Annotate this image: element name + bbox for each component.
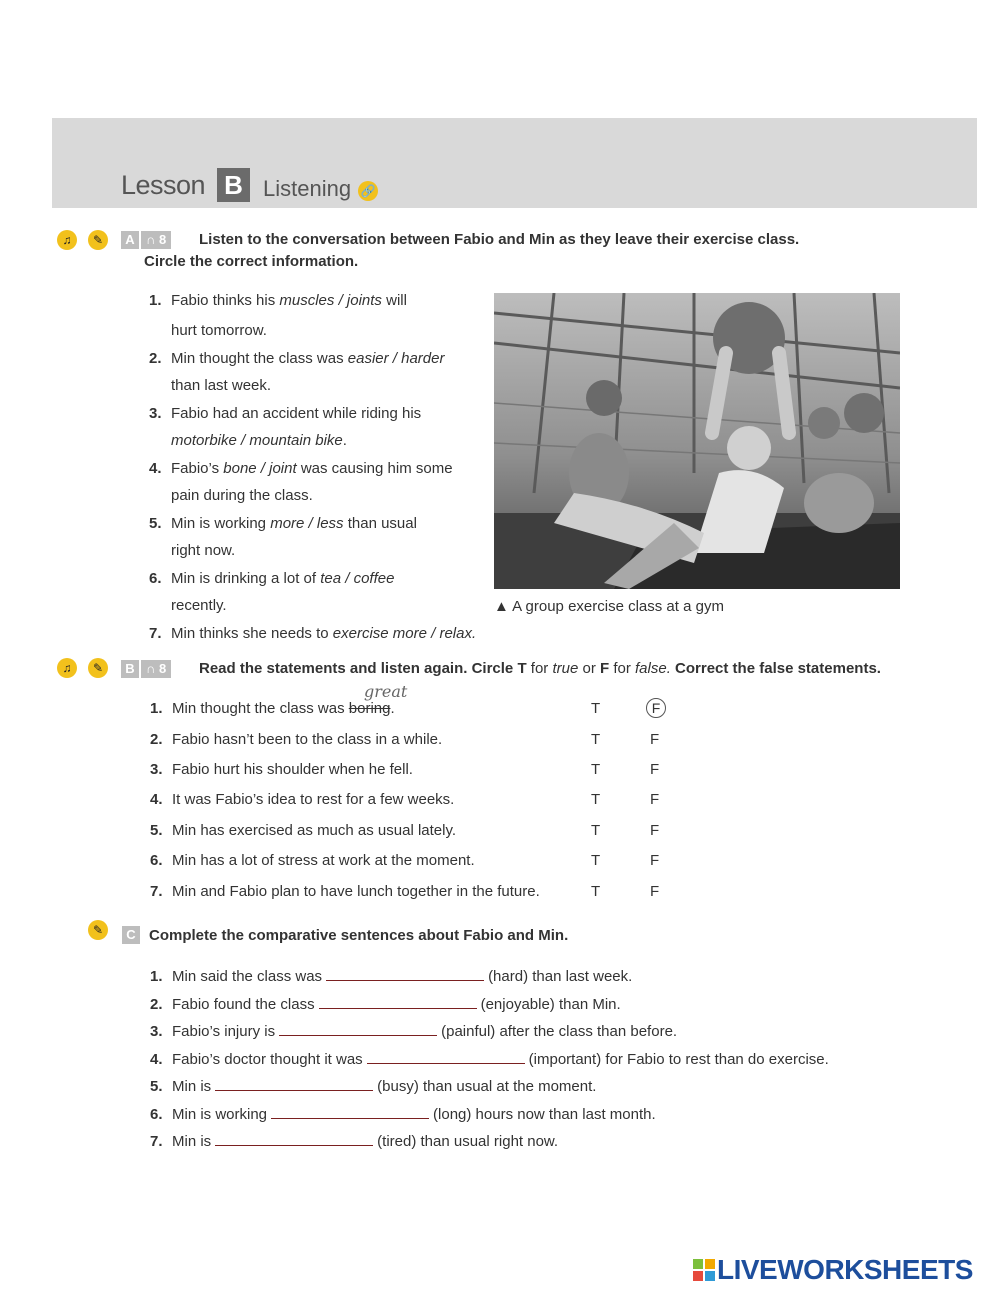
- answer-blank[interactable]: [326, 966, 484, 981]
- c-item-5: 5. Min is (busy) than usual at the moment.: [150, 1078, 597, 1095]
- a-item-5-cont: right now.: [171, 542, 236, 559]
- audio-track-icon: ∩ 8: [141, 231, 171, 249]
- activity-b-instruction: Read the statements and listen again. Circle T for true or F for false. Correct the false statements.: [199, 660, 881, 677]
- choice-option[interactable]: easier / harder: [347, 350, 445, 367]
- edit-pencil-icon[interactable]: ✎: [88, 230, 108, 250]
- activity-letter: A: [121, 231, 139, 249]
- a-item-3-cont: motorbike / mountain bike.: [171, 432, 347, 449]
- c-item-2: 2. Fabio found the class (enjoyable) than Min.: [150, 996, 621, 1013]
- activity-c-tag: [122, 926, 140, 944]
- link-icon[interactable]: 🔗: [358, 181, 378, 201]
- choice-option[interactable]: exercise more / relax.: [332, 625, 477, 642]
- answer-blank[interactable]: [279, 1021, 437, 1036]
- false-option[interactable]: F: [650, 822, 660, 839]
- a-item-6-cont: recently.: [171, 597, 227, 614]
- false-option[interactable]: F: [650, 731, 660, 748]
- b-item-4: 4. It was Fabio’s idea to rest for a few weeks.: [150, 791, 455, 808]
- answer-blank[interactable]: [367, 1049, 525, 1064]
- a-item-2-cont: than last week.: [171, 377, 272, 394]
- answer-blank[interactable]: [319, 994, 477, 1009]
- choice-option[interactable]: muscles / joints: [279, 292, 382, 309]
- a-item-6: 6. Min is drinking a lot of tea / coffee: [149, 570, 395, 587]
- activity-a-instruction-1: Listen to the conversation between Fabio and Min as they leave their exercise class.: [199, 231, 800, 248]
- choice-option[interactable]: bone / joint: [223, 460, 297, 477]
- false-option[interactable]: F: [650, 761, 660, 778]
- liveworksheets-logo[interactable]: [693, 1254, 973, 1286]
- a-item-2: 2. Min thought the class was easier / harder: [149, 350, 445, 367]
- edit-pencil-icon[interactable]: ✎: [88, 920, 108, 940]
- true-option[interactable]: T: [591, 852, 601, 869]
- activity-a-instruction-2: Circle the correct information.: [144, 253, 359, 270]
- a-item-5: 5. Min is working more / less than usual: [149, 515, 417, 532]
- true-option[interactable]: T: [591, 731, 601, 748]
- c-item-6: 6. Min is working (long) hours now than last month.: [150, 1106, 656, 1123]
- activity-b-tag: [121, 660, 171, 678]
- audio-note-icon[interactable]: ♫: [57, 658, 77, 678]
- activity-letter: C: [122, 926, 140, 944]
- false-option[interactable]: F: [650, 791, 660, 808]
- c-item-4: 4. Fabio’s doctor thought it was (important) for Fabio to rest than do exercise.: [150, 1051, 829, 1068]
- b-item-7: 7. Min and Fabio plan to have lunch together in the future.: [150, 883, 540, 900]
- false-option-circled[interactable]: F: [650, 698, 666, 718]
- handwritten-correction: great: [364, 682, 408, 701]
- lesson-label: Lesson: [121, 170, 206, 200]
- b-item-2: 2. Fabio hasn’t been to the class in a while.: [150, 731, 443, 748]
- false-option[interactable]: F: [650, 883, 660, 900]
- b-item-3: 3. Fabio hurt his shoulder when he fell.: [150, 761, 413, 778]
- lesson-letter-box: B: [217, 168, 250, 202]
- true-option[interactable]: T: [591, 822, 601, 839]
- a-item-4-cont: pain during the class.: [171, 487, 313, 504]
- true-option[interactable]: T: [591, 700, 601, 717]
- answer-blank[interactable]: [215, 1076, 373, 1091]
- c-item-7: 7. Min is (tired) than usual right now.: [150, 1133, 559, 1150]
- liveworksheets-logo-icon: [693, 1259, 715, 1281]
- logo-text: LIVEWORKSHEETS: [717, 1254, 973, 1285]
- activity-letter: B: [121, 660, 139, 678]
- edit-pencil-icon[interactable]: ✎: [88, 658, 108, 678]
- choice-option[interactable]: more / less: [270, 515, 344, 532]
- true-option[interactable]: T: [591, 761, 601, 778]
- audio-note-icon[interactable]: ♫: [57, 230, 77, 250]
- gym-class-photo: [494, 293, 900, 589]
- a-item-1: 1. Fabio thinks his muscles / joints will: [149, 292, 407, 309]
- photo-caption: ▲ A group exercise class at a gym: [494, 598, 724, 615]
- a-item-3: 3. Fabio had an accident while riding his: [149, 405, 422, 422]
- a-item-1-cont: hurt tomorrow.: [171, 322, 267, 339]
- answer-blank[interactable]: [271, 1104, 429, 1119]
- c-item-1: 1. Min said the class was (hard) than last week.: [150, 968, 633, 985]
- choice-option[interactable]: motorbike / mountain bike: [171, 432, 343, 449]
- audio-track-number: 8: [159, 232, 167, 247]
- section-title: Listening: [263, 176, 352, 201]
- b-item-6: 6. Min has a lot of stress at work at the moment.: [150, 852, 475, 869]
- false-option[interactable]: F: [650, 852, 660, 869]
- b-item-1: 1. Min thought the class was boring.: [150, 700, 395, 717]
- struck-word: boring: [348, 700, 391, 717]
- choice-option[interactable]: tea / coffee: [320, 570, 395, 587]
- activity-c-instruction: Complete the comparative sentences about Fabio and Min.: [149, 927, 569, 944]
- a-item-4: 4. Fabio’s bone / joint was causing him some: [149, 460, 453, 477]
- true-option[interactable]: T: [591, 791, 601, 808]
- a-item-7: 7. Min thinks she needs to exercise more / relax.: [149, 625, 477, 642]
- audio-track-icon: ∩ 8: [141, 660, 171, 678]
- answer-blank[interactable]: [215, 1131, 373, 1146]
- true-option[interactable]: T: [591, 883, 601, 900]
- b-item-5: 5. Min has exercised as much as usual lately.: [150, 822, 457, 839]
- activity-a-tag: [121, 231, 171, 249]
- c-item-3: 3. Fabio’s injury is (painful) after the class than before.: [150, 1023, 678, 1040]
- audio-track-number: 8: [159, 661, 167, 676]
